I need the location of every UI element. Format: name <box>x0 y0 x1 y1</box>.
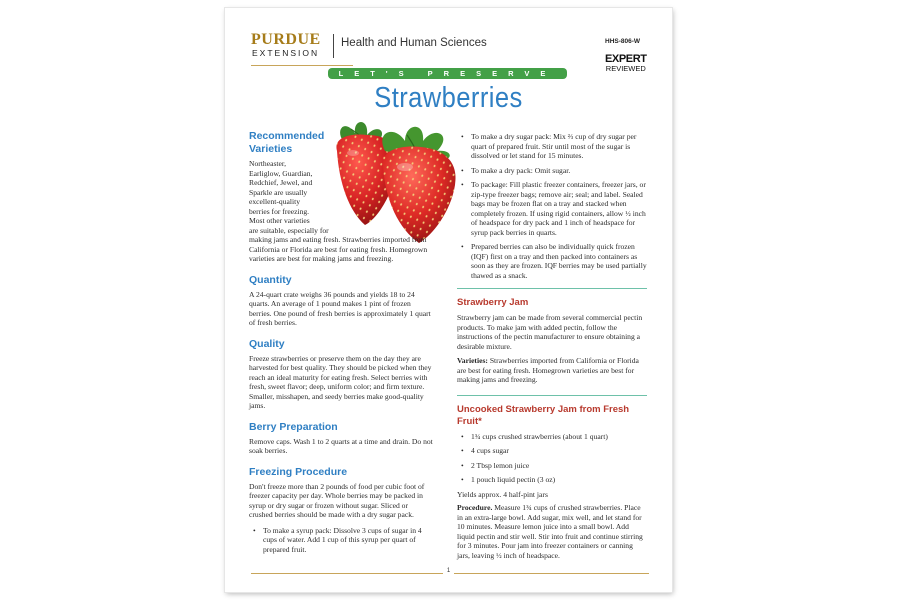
section-divider <box>457 395 647 396</box>
ingredient-text: 2 Tbsp lemon juice <box>471 460 530 470</box>
list-item <box>457 180 647 237</box>
procedure-text: Measure 1¾ cups of crushed strawberries. Place in an extra-large bowl. Add sugar, mix well, and let stand for 10 minutes. Measure lemon juice into a small bowl. Add liquid pectin and stir well. Stir into fruit and continue stirring for 3 minutes. Pour jam into freezer containers or canning jars, leaving ½ inch of headspace. <box>457 503 643 560</box>
bullet-icon: • <box>461 180 464 189</box>
department-name: Health and Human Sciences <box>341 37 487 49</box>
text-line: Northeaster, <box>249 159 287 168</box>
freezing-text: Don't freeze more than 2 pounds of food per cubic foot of freezer capacity per day. Whole berries may be packed in syrup or dry sugar or frozen without sugar. Sliced or crushed berries should be made with a dry sugar pack. <box>249 481 425 519</box>
list-item <box>457 132 647 161</box>
text-line: Sparkle are usually <box>249 187 308 197</box>
freezing-heading: Freezing Procedure <box>249 465 348 478</box>
text-line: excellent-quality <box>249 197 301 206</box>
bullet-icon: • <box>461 165 464 175</box>
text-line: Earliglow, Guardian, <box>249 168 313 178</box>
text-line: Most other varieties <box>249 216 310 225</box>
bullet-icon: • <box>461 431 464 441</box>
ingredient-text: 1¾ cups crushed strawberries (about 1 quart) <box>471 431 608 441</box>
text-line: Redchief, Jewel, and <box>249 178 313 187</box>
list-item <box>457 446 647 456</box>
publication-code: HHS-806-W <box>605 38 641 45</box>
varieties-heading: Recommended Varieties <box>249 130 325 155</box>
section-divider <box>457 288 647 289</box>
badge-bottom-text: REVIEWED <box>605 64 646 73</box>
bullet-icon: • <box>461 242 464 251</box>
bullet-text: To package: Fill plastic freezer containers, freezer jars, or zip-type freezer bags; remove air; seal; and label. Sealed bags may be frozen flat on a tray and stacked when completely frozen. If using rigid containers, allow ½ inch of headspace for dry pack and 1 inch of headspace for syrup pack berries in quarts. <box>471 180 646 237</box>
left-column <box>249 130 433 559</box>
uncooked-heading: Uncooked Strawberry Jam from Fresh Fruit* <box>457 403 630 427</box>
badge-top-text: EXPERT <box>605 53 647 65</box>
jam-heading: Strawberry Jam <box>457 297 529 308</box>
header-divider <box>333 34 334 58</box>
quality-text: Freeze strawberries or preserve them on the day they are harvested for best quality. They should be picked when they reach an ideal maturity for eating fresh. Select berries with fresh, sweet flavor; deep, uniform color; and firm texture. Smaller, misshapen, and seedy berries make good-quality jams. <box>249 353 432 410</box>
bullet-text: To make a syrup pack: Dissolve 3 cups of sugar in 4 cups of water. Add 1 cup of this syrup per quart of prepared fruit. <box>263 525 422 554</box>
bullet-icon: • <box>461 460 464 470</box>
bullet-icon: • <box>461 132 464 141</box>
logo-underline <box>251 65 353 66</box>
jam-varieties <box>457 356 647 385</box>
bullet-text: To make a dry sugar pack: Mix ⅔ cup of dry sugar per quart of prepared fruit. Stir until most of the sugar is dissolved or let stand for 15 minutes. <box>471 132 637 160</box>
page-title: Strawberries <box>374 82 523 114</box>
quantity-heading: Quantity <box>249 273 292 286</box>
list-item <box>457 475 647 485</box>
list-item <box>457 166 647 176</box>
text-line: berries for freezing. <box>249 206 310 216</box>
jam-varieties-label: Varieties: <box>457 356 488 365</box>
bullet-icon: • <box>461 446 464 455</box>
procedure-label: Procedure. <box>457 503 493 512</box>
ingredient-text: 4 cups sugar <box>471 446 509 455</box>
quality-heading: Quality <box>249 337 285 350</box>
page-number <box>225 568 672 574</box>
expert-reviewed-badge <box>605 54 647 73</box>
bullet-text: Prepared berries can also be individually quick frozen (IQF) first on a tray and then packed into containers as soon as they are frozen. IQF berries may be used partially thawed as a snack. <box>471 242 647 280</box>
list-item <box>249 526 433 555</box>
ingredient-text: 1 pouch liquid pectin (3 oz) <box>471 475 556 484</box>
text-line: are suitable, especially for <box>249 225 329 235</box>
varieties-text: making jams and eating fresh. Strawberries imported from California or Florida are best for eating fresh. Homegrown varieties are best for making jams and freezing. <box>249 235 428 263</box>
jam-text: Strawberry jam can be made from several commercial pectin products. To make jam with added pectin, follow the instructions of the pectin manufacturer to ensure obtaining a desirable mixture. <box>457 313 643 351</box>
series-banner: LET'S PRESERVE <box>328 68 567 79</box>
page-number-text: 1 <box>443 568 454 574</box>
quantity-text: A 24-quart crate weighs 36 pounds and yields 18 to 24 quarts. An average of 1 pound makes 1 pint of frozen berries. One pound of fresh berries is approximately 1 quart of fresh berries. <box>249 289 431 327</box>
bullet-icon: • <box>253 525 256 535</box>
bullet-icon: • <box>461 475 464 484</box>
procedure <box>457 503 647 560</box>
varieties-narrow-text <box>249 159 321 226</box>
prep-text: Remove caps. Wash 1 to 2 quarts at a time and drain. Do not soak berries. <box>249 436 433 455</box>
jam-varieties-text: Strawberries imported from California or Florida are best for eating fresh. Homegrown varieties are best for making jams and freezing. <box>457 356 639 384</box>
document-page <box>225 8 672 592</box>
right-column <box>457 132 647 570</box>
list-item <box>457 461 647 471</box>
bullet-text: To make a dry pack: Omit sugar. <box>471 165 571 175</box>
purdue-extension-logo <box>251 32 321 58</box>
list-item <box>457 242 647 280</box>
logo-sub-text: EXTENSION <box>252 48 320 58</box>
yield-text: Yields approx. 4 half-pint jars <box>457 489 548 499</box>
list-item <box>457 432 647 442</box>
prep-heading: Berry Preparation <box>249 420 338 433</box>
logo-main-text: PURDUE <box>251 31 321 48</box>
